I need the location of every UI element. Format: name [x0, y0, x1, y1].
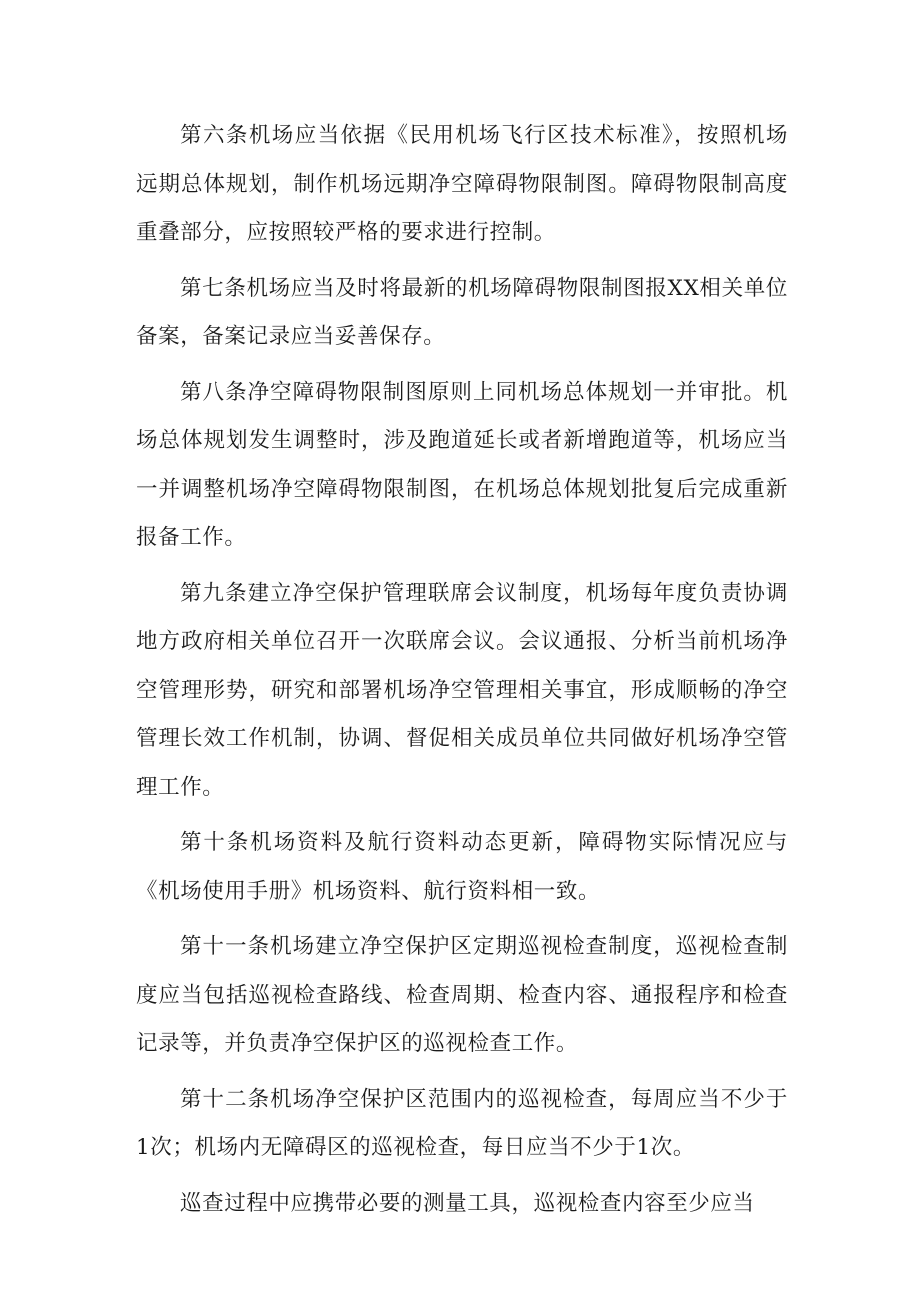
article-10-paragraph: 第十条机场资料及航行资料动态更新，障碍物实际情况应与《机场使用手册》机场资料、航行资料相一致。: [136, 830, 788, 904]
article-6-paragraph: 第六条机场应当依据《民用机场飞行区技术标准》，按照机场远期总体规划，制作机场远期净空障碍物限制图。障碍物限制高度重叠部分，应按照较严格的要求进行控制。: [136, 123, 788, 245]
article-9-paragraph: 第九条建立净空保护管理联席会议制度，机场每年度负责协调地方政府相关单位召开一次联席会议。会议通报、分析当前机场净空管理形势，研究和部署机场净空管理相关事宜，形成顺畅的净空管理长效工作机制，协调、督促相关成员单位共同做好机场净空管理工作。: [136, 580, 788, 800]
article-7-paragraph: 第七条机场应当及时将最新的机场障碍物限制图报XX相关单位备案，备案记录应当妥善保存。: [136, 275, 788, 349]
inspection-paragraph: 巡查过程中应携带必要的测量工具，巡视检查内容至少应当: [180, 1190, 755, 1216]
article-12-paragraph: 第十二条机场净空保护区范围内的巡视检查，每周应当不少于1次；机场内无障碍区的巡视检查，每日应当不少于1次。: [136, 1086, 788, 1160]
document-body: [136, 112, 788, 1235]
article-11-paragraph: 第十一条机场建立净空保护区定期巡视检查制度，巡视检查制度应当包括巡视检查路线、检查周期、检查内容、通报程序和检查记录等，并负责净空保护区的巡视检查工作。: [136, 934, 788, 1056]
article-8-paragraph: 第八条净空障碍物限制图原则上同机场总体规划一并审批。机场总体规划发生调整时，涉及跑道延长或者新增跑道等，机场应当一并调整机场净空障碍物限制图，在机场总体规划批复后完成重新报备工作。: [136, 379, 788, 550]
